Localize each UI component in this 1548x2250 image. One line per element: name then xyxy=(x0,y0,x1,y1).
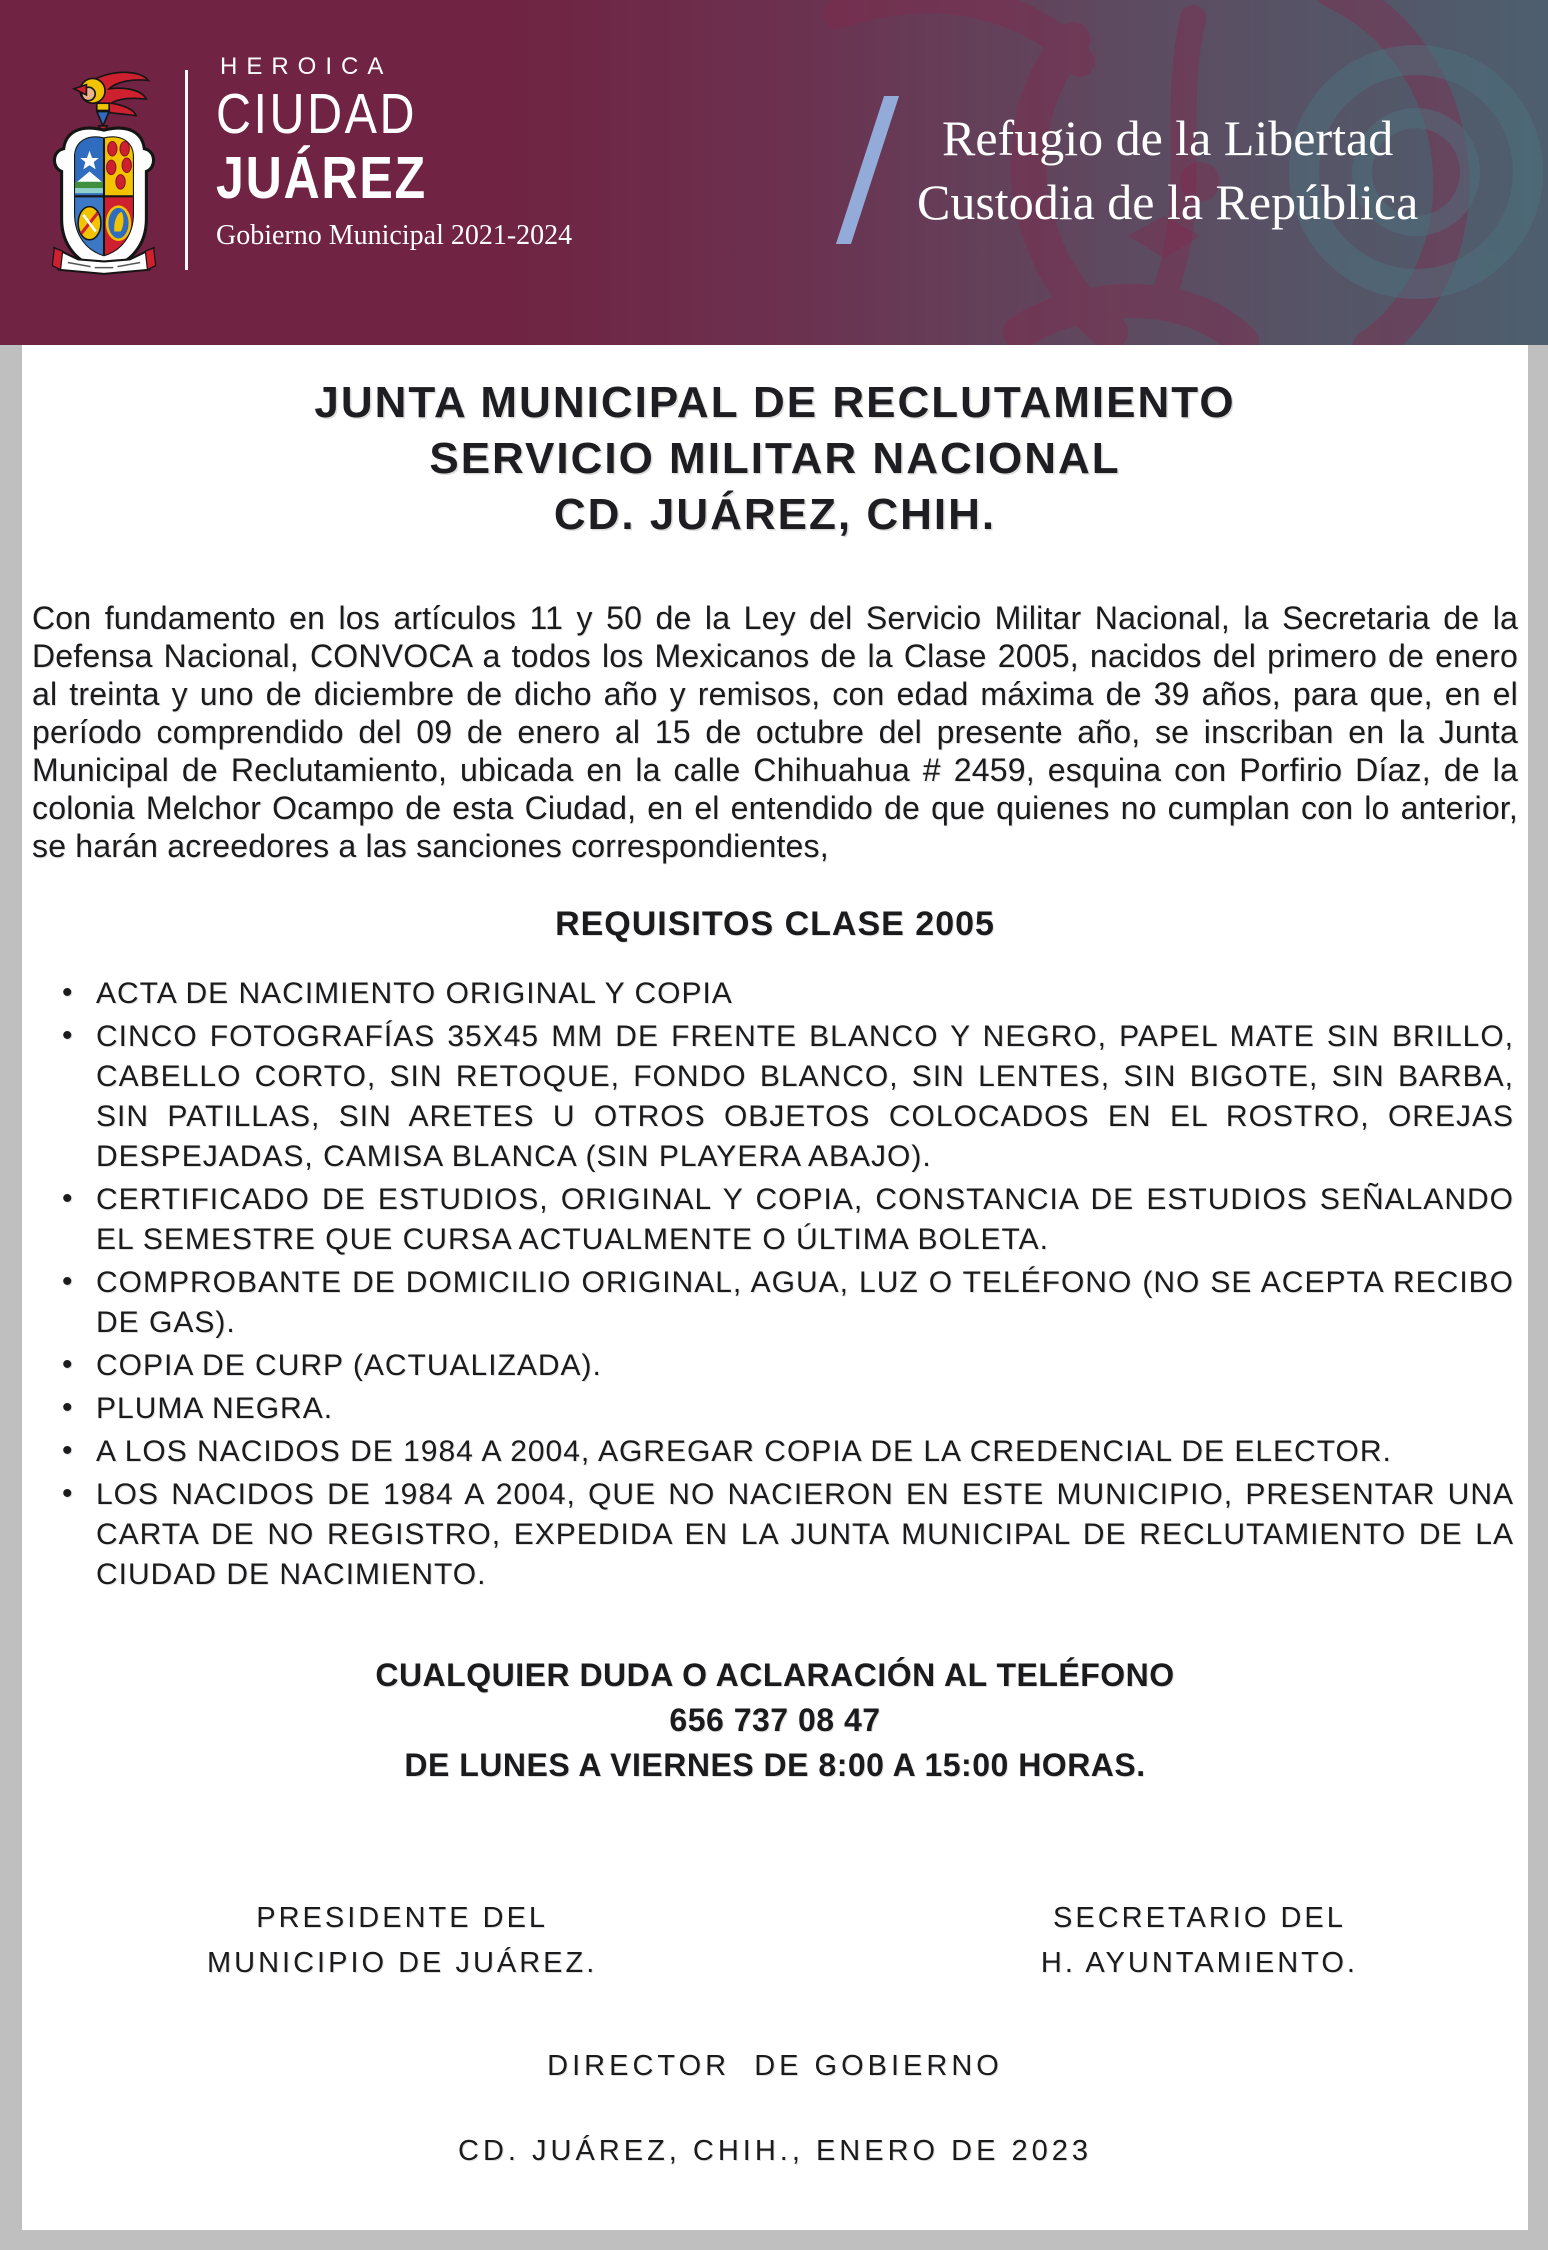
signature-president-line-1: PRESIDENTE DEL xyxy=(256,1902,549,1934)
title-line-2: SERVICIO MILITAR NACIONAL xyxy=(429,434,1121,483)
slogan-line-2: Custodia de la República xyxy=(917,174,1419,230)
requirements-heading: REQUISITOS CLASE 2005 xyxy=(555,905,995,943)
requirement-item: • COPIA DE CURP (ACTUALIZADA). xyxy=(62,1346,1514,1386)
slogan-text xyxy=(917,106,1418,234)
signature-secretary xyxy=(1041,1896,1358,1986)
requirement-item: • CINCO FOTOGRAFÍAS 35X45 MM DE FRENTE BLANCO Y NEGRO, PAPEL MATE SIN BRILLO, CABELLO CORTO, SIN RETOQUE, FONDO BLANCO, SIN LENTES, SIN BIGOTE, SIN BARBA, SIN PATILLAS, SIN ARETES U OTROS OBJETOS COLOCADOS EN EL ROSTRO, OREJAS DESPEJADAS, CAMISA BLANCA (SIN PLAYERA ABAJO). xyxy=(62,1017,1514,1177)
slogan-block xyxy=(860,96,1418,244)
title-line-3: CD. JUÁREZ, CHIH. xyxy=(553,490,997,539)
signature-director: DIRECTOR DE GOBIERNO xyxy=(547,2050,1003,2082)
signature-row xyxy=(32,1896,1518,1986)
brand-juarez-label: JUÁREZ xyxy=(216,145,427,211)
requirements-list xyxy=(62,974,1514,1595)
document-title xyxy=(32,375,1518,543)
signature-president xyxy=(207,1896,597,1986)
brand-ciudad-label: CIUDAD xyxy=(216,82,418,146)
brand-heroica-label: HEROICA xyxy=(220,53,393,80)
requirement-item: • A LOS NACIDOS DE 1984 A 2004, AGREGAR COPIA DE LA CREDENCIAL DE ELECTOR. xyxy=(62,1432,1514,1472)
contact-phone: 656 737 08 47 xyxy=(669,1702,881,1738)
signature-secretary-line-2: H. AYUNTAMIENTO. xyxy=(1040,1947,1358,1979)
document-body xyxy=(0,345,1548,2250)
title-line-1: JUNTA MUNICIPAL DE RECLUTAMIENTO xyxy=(314,378,1236,427)
contact-hours: DE LUNES A VIERNES DE 8:00 A 15:00 HORAS. xyxy=(404,1747,1146,1783)
brand-block xyxy=(45,52,572,278)
dateline: CD. JUÁREZ, CHIH., ENERO DE 2023 xyxy=(458,2135,1092,2167)
brand-divider-line xyxy=(185,70,188,270)
requirement-item: • CERTIFICADO DE ESTUDIOS, ORIGINAL Y COPIA, CONSTANCIA DE ESTUDIOS SEÑALANDO EL SEMESTRE QUE CURSA ACTUALMENTE O ÚLTIMA BOLETA. xyxy=(62,1180,1514,1260)
requirement-item: • LOS NACIDOS DE 1984 A 2004, QUE NO NACIERON EN ESTE MUNICIPIO, PRESENTAR UNA CARTA DE NO REGISTRO, EXPEDIDA EN LA JUNTA MUNICIPAL DE RECLUTAMIENTO DE LA CIUDAD DE NACIMIENTO. xyxy=(62,1475,1514,1595)
brand-text xyxy=(216,52,572,253)
coat-of-arms-icon xyxy=(45,66,163,278)
contact-line-1: CUALQUIER DUDA O ACLARACIÓN AL TELÉFONO xyxy=(375,1657,1175,1693)
requirement-item: • COMPROBANTE DE DOMICILIO ORIGINAL, AGUA, LUZ O TELÉFONO (NO SE ACEPTA RECIBO DE GAS). xyxy=(62,1263,1514,1343)
intro-paragraph: Con fundamento en los artículos 11 y 50 de la Ley del Servicio Militar Nacional, la Secretaria de la Defensa Nacional, CONVOCA a todos los Mexicanos de la Clase 2005, nacidos del primero de enero al treinta y uno de diciembre de dicho año y remisos, con edad máxima de 39 años, para que, en el período comprendido del 09 de enero al 15 de octubre del presente año, se inscriban en la Junta Municipal de Reclutamiento, ubicada en la calle Chihuahua # 2459, esquina con Porfirio Díaz, de la colonia Melchor Ocampo de esta Ciudad, en el entendido de que quienes no cumplan con lo anterior, se harán acreedores a las sanciones correspondientes, xyxy=(32,600,1518,864)
requirement-item: • ACTA DE NACIMIENTO ORIGINAL Y COPIA xyxy=(62,974,1514,1014)
brand-government-term-label: Gobierno Municipal 2021-2024 xyxy=(216,220,573,251)
requirement-item: • PLUMA NEGRA. xyxy=(62,1389,1514,1429)
slogan-line-1: Refugio de la Libertad xyxy=(942,110,1394,166)
signature-secretary-line-1: SECRETARIO DEL xyxy=(1053,1902,1346,1934)
signature-president-line-2: MUNICIPIO DE JUÁREZ. xyxy=(207,1947,598,1979)
header-banner xyxy=(0,0,1548,345)
contact-block xyxy=(32,1653,1518,1788)
